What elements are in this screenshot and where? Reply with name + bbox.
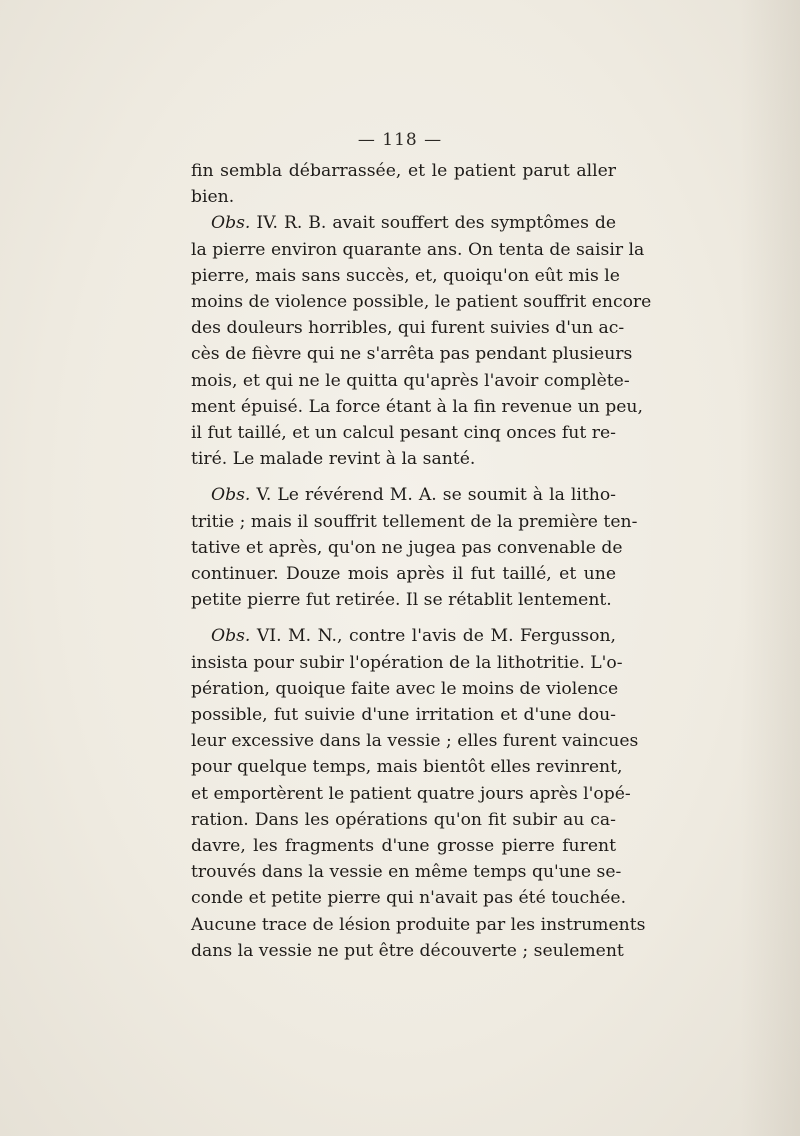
text-line: pour quelque temps, mais bientôt elles revinrent, [191,757,623,778]
text-line: Aucune trace de lésion produite par les instruments [191,914,646,935]
text-line: petite pierre fut retirée. Il se rétablit lentement. [191,590,612,611]
observation-vi-first-line [191,623,616,649]
text-line: davre, les fragments d'une grosse pierre furent [191,836,616,857]
text-line: dans la vessie ne put être découverte ; seulement [191,940,624,961]
observation-iv-first-line [191,210,616,236]
text-line: tative et après, qu'on ne jugea pas convenable de [191,537,623,558]
text-line: fin sembla débarrassée, et le patient parut aller [191,161,616,181]
text-line: bien. [191,187,235,208]
text-line: des douleurs horribles, qui furent suivies d'un ac- [191,318,625,339]
text-line: trouvés dans la vessie en même temps qu'une se- [191,862,622,883]
page-body [191,158,652,964]
text-line: mois, et qui ne le quitta qu'après l'avoir complète- [191,370,630,391]
text-segment: V. Le révérend M. A. se soumit à la litho- [256,485,616,506]
text-line: tiré. Le malade revint à la santé. [191,449,476,470]
text-line: moins de violence possible, le patient souffrit encore [191,292,652,313]
obs-label: Obs. [211,485,251,506]
text-segment: IV. R. B. avait souffert des symptômes de [256,213,617,234]
text-line: possible, fut suivie d'une irritation et d'une dou- [191,705,616,726]
observation-v-first-line [191,482,616,508]
text-line: la pierre environ quarante ans. On tenta de saisir la [191,239,645,260]
text-line: pierre, mais sans succès, et, quoiqu'on eût mis le [191,265,620,286]
text-line: ration. Dans les opérations qu'on fit subir au ca- [191,809,616,830]
obs-label: Obs. [211,213,251,234]
text-line: tritie ; mais il souffrit tellement de la première ten- [191,511,638,532]
page-number: — 118 — [357,130,443,150]
text-line: leur excessive dans la vessie ; elles furent vaincues [191,731,639,752]
text-line: insista pour subir l'opération de la lithotritie. L'o- [191,652,623,673]
obs-label: Obs. [211,626,251,647]
text-line: conde et petite pierre qui n'avait pas été touchée. [191,888,627,909]
text-segment: VI. M. N., contre l'avis de M. Fergusson, [256,626,616,647]
text-line: cès de fièvre qui ne s'arrêta pas pendant plusieurs [191,344,633,365]
text-line: pération, quoique faite avec le moins de violence [191,678,619,699]
text-line: continuer. Douze mois après il fut taillé, et une [191,564,616,585]
text-line: il fut taillé, et un calcul pesant cinq onces fut re- [191,423,616,444]
text-line: et emportèrent le patient quatre jours après l'opé- [191,783,631,804]
text-line: ment épuisé. La force étant à la fin revenue un peu, [191,396,643,417]
